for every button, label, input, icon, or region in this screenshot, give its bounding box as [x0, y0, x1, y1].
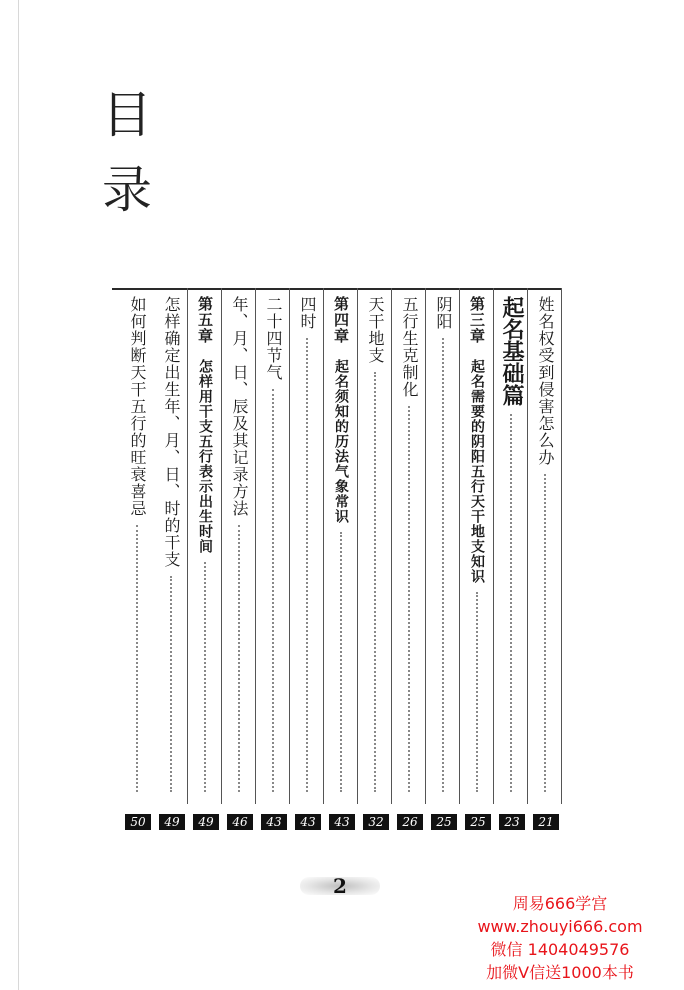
toc-leader-dots — [408, 406, 410, 792]
toc-leader-dots — [306, 338, 308, 792]
toc-entry-title — [256, 296, 290, 381]
toc-page-number: 21 — [533, 814, 559, 830]
toc-entry-text: 阴阳 — [434, 296, 453, 330]
toc-page-number: 46 — [227, 814, 253, 830]
toc-column-rule — [187, 288, 188, 804]
watermark-line-4: 加微V信送1000本书 — [486, 963, 634, 982]
toc-column-rule — [255, 288, 256, 804]
toc-column-rule — [425, 288, 426, 804]
toc-entry[interactable] — [256, 288, 290, 840]
toc-leader-dots — [374, 372, 376, 792]
toc-entry-text: 起名需要的阴阳五行天干地支知识 — [469, 359, 485, 584]
toc-page-number: 25 — [465, 814, 491, 830]
page-title-char-1: 目 — [102, 86, 152, 144]
toc-entry[interactable] — [154, 288, 188, 840]
toc-leader-dots — [544, 474, 546, 792]
toc-entry-title — [120, 296, 154, 517]
toc-entry[interactable] — [188, 288, 222, 840]
toc-chapter-label: 第四章 — [332, 296, 350, 344]
toc-column-rule — [289, 288, 290, 804]
toc-column-rule — [459, 288, 460, 804]
watermark-line-2: www.zhouyi666.com — [477, 917, 643, 936]
toc-entry[interactable] — [426, 288, 460, 840]
watermark — [450, 892, 670, 984]
toc-entry[interactable] — [358, 288, 392, 840]
toc-leader-dots — [238, 525, 240, 792]
toc-leader-dots — [340, 532, 342, 792]
toc-page-number: 43 — [295, 814, 321, 830]
toc-entry-text: 怎样确定出生年、月、日、时的干支 — [162, 296, 181, 568]
toc-entry-text: 二十四节气 — [264, 296, 283, 381]
toc-column-rule — [391, 288, 392, 804]
toc-leader-dots — [476, 592, 478, 792]
toc-entry[interactable] — [494, 288, 528, 840]
toc-entry-title — [528, 296, 562, 466]
toc-leader-dots — [442, 338, 444, 792]
toc-page-number: 25 — [431, 814, 457, 830]
toc-entry-title — [392, 296, 426, 398]
toc-entry[interactable] — [460, 288, 494, 840]
watermark-line-1: 周易666学宫 — [512, 894, 608, 913]
toc-entry[interactable] — [528, 288, 562, 840]
toc-entry-text: 起名基础篇 — [499, 296, 524, 406]
toc-page-number: 50 — [125, 814, 151, 830]
toc-entry-text: 姓名权受到侵害怎么办 — [536, 296, 555, 466]
toc-chapter-label: 第五章 — [196, 296, 214, 344]
toc-entry-text: 天干地支 — [366, 296, 385, 364]
toc-entry-title — [154, 296, 188, 568]
toc-leader-dots — [204, 562, 206, 792]
toc-leader-dots — [170, 576, 172, 792]
toc-entry[interactable] — [392, 288, 426, 840]
toc-entry-text: 起名须知的历法气象常识 — [333, 359, 349, 524]
toc-page-number: 43 — [261, 814, 287, 830]
toc-chapter-label: 第三章 — [468, 296, 486, 344]
toc-page-number: 32 — [363, 814, 389, 830]
toc-leader-dots — [136, 525, 138, 792]
toc-entry-title — [494, 296, 528, 406]
page-title-char-2: 录 — [102, 161, 152, 219]
page-edge — [18, 0, 19, 990]
toc-column-rule — [357, 288, 358, 804]
toc-column-rule — [527, 288, 528, 804]
table-of-contents — [112, 288, 562, 840]
toc-entry-text: 年、月、日、辰及其记录方法 — [230, 296, 249, 517]
toc-entry-title — [460, 296, 494, 584]
toc-page-number: 26 — [397, 814, 423, 830]
folio-number: 2 — [333, 874, 347, 898]
toc-entry-title — [426, 296, 460, 330]
toc-page-number: 49 — [193, 814, 219, 830]
toc-entry-title — [290, 296, 324, 330]
toc-entry-title — [188, 296, 222, 554]
toc-entry-title — [358, 296, 392, 364]
folio — [300, 873, 380, 899]
toc-entry-text: 如何判断天干五行的旺衰喜忌 — [128, 296, 147, 517]
toc-entry[interactable] — [120, 288, 154, 840]
toc-page-number: 23 — [499, 814, 525, 830]
toc-entry-title — [324, 296, 358, 524]
toc-column-rule — [493, 288, 494, 804]
toc-column-rule — [221, 288, 222, 804]
toc-page-number: 43 — [329, 814, 355, 830]
toc-column-rule — [323, 288, 324, 804]
toc-entry[interactable] — [222, 288, 256, 840]
toc-page-number: 49 — [159, 814, 185, 830]
watermark-line-3: 微信 1404049576 — [490, 940, 630, 959]
toc-entry-text: 五行生克制化 — [400, 296, 419, 398]
toc-entry-text: 怎样用干支五行表示出生时间 — [197, 359, 213, 554]
toc-column-rule — [561, 288, 562, 804]
toc-leader-dots — [272, 389, 274, 792]
toc-entry-text: 四时 — [298, 296, 317, 330]
toc-entry-title — [222, 296, 256, 517]
toc-entry[interactable] — [324, 288, 358, 840]
toc-leader-dots — [510, 414, 512, 792]
toc-entry[interactable] — [290, 288, 324, 840]
